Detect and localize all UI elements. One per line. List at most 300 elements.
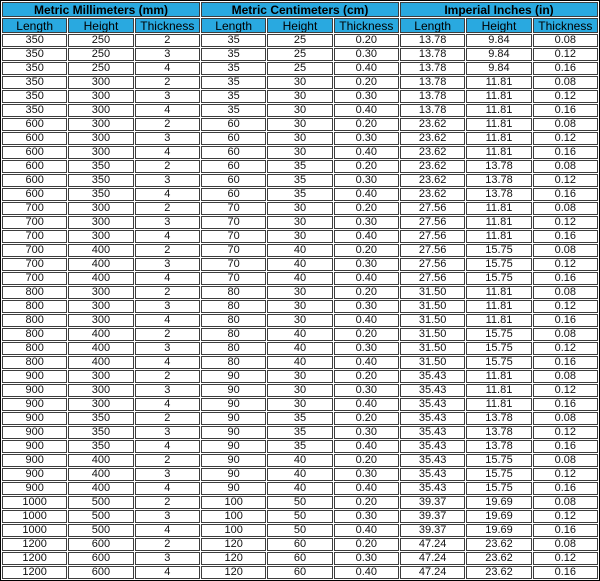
cell-mm-height: 350 <box>68 160 133 173</box>
cell-mm-thickness: 4 <box>135 314 200 327</box>
cell-cm-length: 100 <box>201 510 266 523</box>
cell-in-length: 23.62 <box>400 160 465 173</box>
cell-in-height: 23.62 <box>466 552 531 565</box>
table-row <box>2 104 598 117</box>
table-row <box>2 146 598 159</box>
cell-mm-height: 300 <box>68 202 133 215</box>
cell-in-thickness: 0.08 <box>533 538 598 551</box>
table-row <box>2 468 598 481</box>
cell-mm-height: 400 <box>68 482 133 495</box>
cell-mm-thickness: 4 <box>135 188 200 201</box>
cell-cm-thickness: 0.30 <box>334 90 399 103</box>
cell-in-thickness: 0.12 <box>533 342 598 355</box>
cell-in-length: 13.78 <box>400 34 465 47</box>
cell-in-height: 13.78 <box>466 440 531 453</box>
cell-mm-height: 350 <box>68 426 133 439</box>
table-row <box>2 76 598 89</box>
cell-cm-thickness: 0.40 <box>334 356 399 369</box>
cell-in-length: 35.43 <box>400 426 465 439</box>
cell-mm-height: 600 <box>68 566 133 579</box>
cell-cm-height: 40 <box>267 482 332 495</box>
cell-cm-thickness: 0.40 <box>334 146 399 159</box>
table-row <box>2 440 598 453</box>
cell-in-length: 47.24 <box>400 552 465 565</box>
cell-cm-thickness: 0.40 <box>334 314 399 327</box>
cell-in-length: 31.50 <box>400 328 465 341</box>
cell-mm-length: 350 <box>2 104 67 117</box>
cell-mm-height: 400 <box>68 468 133 481</box>
cell-in-height: 15.75 <box>466 482 531 495</box>
cell-in-thickness: 0.08 <box>533 370 598 383</box>
table-row <box>2 342 598 355</box>
cell-cm-length: 35 <box>201 76 266 89</box>
cell-in-length: 35.43 <box>400 398 465 411</box>
cell-cm-length: 70 <box>201 216 266 229</box>
cell-mm-thickness: 4 <box>135 398 200 411</box>
cell-cm-height: 60 <box>267 566 332 579</box>
table-row <box>2 244 598 257</box>
cell-cm-thickness: 0.30 <box>334 300 399 313</box>
cell-mm-thickness: 4 <box>135 356 200 369</box>
table-row <box>2 118 598 131</box>
cell-mm-length: 350 <box>2 90 67 103</box>
cell-cm-length: 90 <box>201 426 266 439</box>
cell-in-thickness: 0.08 <box>533 496 598 509</box>
cell-cm-height: 30 <box>267 314 332 327</box>
table-row <box>2 384 598 397</box>
cell-in-thickness: 0.12 <box>533 510 598 523</box>
table-row <box>2 370 598 383</box>
cell-in-thickness: 0.08 <box>533 286 598 299</box>
col-header-mm-length: Length <box>2 18 67 33</box>
cell-mm-height: 250 <box>68 34 133 47</box>
col-header-in-thickness: Thickness <box>533 18 598 33</box>
cell-in-length: 31.50 <box>400 356 465 369</box>
cell-cm-height: 30 <box>267 384 332 397</box>
cell-mm-height: 300 <box>68 90 133 103</box>
cell-cm-length: 90 <box>201 468 266 481</box>
cell-mm-height: 300 <box>68 146 133 159</box>
cell-cm-thickness: 0.40 <box>334 524 399 537</box>
cell-mm-height: 400 <box>68 272 133 285</box>
cell-in-thickness: 0.16 <box>533 104 598 117</box>
cell-in-thickness: 0.12 <box>533 174 598 187</box>
cell-mm-length: 700 <box>2 272 67 285</box>
cell-mm-length: 800 <box>2 286 67 299</box>
cell-mm-height: 300 <box>68 398 133 411</box>
table-row <box>2 286 598 299</box>
cell-cm-thickness: 0.20 <box>334 538 399 551</box>
cell-cm-thickness: 0.20 <box>334 328 399 341</box>
cell-cm-thickness: 0.20 <box>334 118 399 131</box>
table-row <box>2 188 598 201</box>
cell-in-thickness: 0.12 <box>533 216 598 229</box>
cell-in-length: 27.56 <box>400 272 465 285</box>
cell-mm-thickness: 2 <box>135 454 200 467</box>
cell-in-length: 31.50 <box>400 286 465 299</box>
cell-in-length: 39.37 <box>400 510 465 523</box>
cell-cm-height: 35 <box>267 174 332 187</box>
cell-in-length: 39.37 <box>400 496 465 509</box>
cell-cm-height: 30 <box>267 216 332 229</box>
cell-in-height: 15.75 <box>466 342 531 355</box>
cell-cm-height: 35 <box>267 188 332 201</box>
cell-mm-height: 400 <box>68 244 133 257</box>
cell-in-length: 35.43 <box>400 454 465 467</box>
cell-mm-thickness: 2 <box>135 328 200 341</box>
cell-mm-length: 350 <box>2 48 67 61</box>
cell-cm-length: 80 <box>201 300 266 313</box>
cell-cm-height: 35 <box>267 426 332 439</box>
cell-in-length: 13.78 <box>400 90 465 103</box>
cell-cm-height: 25 <box>267 48 332 61</box>
cell-cm-height: 40 <box>267 272 332 285</box>
cell-cm-height: 35 <box>267 440 332 453</box>
cell-mm-height: 300 <box>68 76 133 89</box>
cell-mm-height: 300 <box>68 118 133 131</box>
cell-cm-length: 60 <box>201 188 266 201</box>
cell-mm-height: 300 <box>68 300 133 313</box>
cell-in-height: 11.81 <box>466 384 531 397</box>
cell-in-height: 13.78 <box>466 174 531 187</box>
cell-mm-thickness: 3 <box>135 174 200 187</box>
cell-cm-length: 90 <box>201 398 266 411</box>
table-row <box>2 34 598 47</box>
table-row <box>2 174 598 187</box>
cell-mm-length: 700 <box>2 230 67 243</box>
cell-in-height: 11.81 <box>466 230 531 243</box>
cell-in-thickness: 0.12 <box>533 258 598 271</box>
cell-mm-length: 600 <box>2 132 67 145</box>
cell-in-length: 13.78 <box>400 104 465 117</box>
cell-mm-height: 300 <box>68 286 133 299</box>
table-row <box>2 328 598 341</box>
cell-cm-length: 90 <box>201 412 266 425</box>
cell-mm-thickness: 2 <box>135 76 200 89</box>
cell-mm-thickness: 3 <box>135 384 200 397</box>
cell-mm-thickness: 4 <box>135 146 200 159</box>
cell-mm-thickness: 3 <box>135 510 200 523</box>
cell-in-length: 27.56 <box>400 202 465 215</box>
cell-in-height: 13.78 <box>466 188 531 201</box>
cell-in-length: 23.62 <box>400 174 465 187</box>
cell-mm-height: 300 <box>68 370 133 383</box>
table-row <box>2 230 598 243</box>
cell-in-thickness: 0.12 <box>533 468 598 481</box>
cell-mm-height: 300 <box>68 230 133 243</box>
cell-cm-length: 35 <box>201 104 266 117</box>
cell-mm-thickness: 2 <box>135 34 200 47</box>
cell-mm-thickness: 3 <box>135 132 200 145</box>
cell-cm-length: 80 <box>201 342 266 355</box>
table-row <box>2 216 598 229</box>
cell-in-height: 11.81 <box>466 370 531 383</box>
cell-mm-thickness: 4 <box>135 524 200 537</box>
cell-in-thickness: 0.16 <box>533 566 598 579</box>
cell-in-length: 23.62 <box>400 146 465 159</box>
cell-in-height: 9.84 <box>466 48 531 61</box>
cell-in-thickness: 0.08 <box>533 412 598 425</box>
cell-in-length: 13.78 <box>400 76 465 89</box>
cell-cm-height: 40 <box>267 244 332 257</box>
cell-cm-thickness: 0.20 <box>334 160 399 173</box>
col-header-cm-height: Height <box>267 18 332 33</box>
table-row <box>2 314 598 327</box>
cell-mm-length: 1000 <box>2 496 67 509</box>
cell-cm-length: 120 <box>201 552 266 565</box>
cell-in-height: 13.78 <box>466 426 531 439</box>
table-row <box>2 62 598 75</box>
cell-in-thickness: 0.16 <box>533 62 598 75</box>
cell-mm-height: 350 <box>68 174 133 187</box>
cell-cm-length: 60 <box>201 174 266 187</box>
cell-cm-height: 60 <box>267 538 332 551</box>
cell-mm-length: 350 <box>2 34 67 47</box>
cell-cm-thickness: 0.20 <box>334 202 399 215</box>
cell-cm-height: 30 <box>267 202 332 215</box>
cell-in-thickness: 0.08 <box>533 454 598 467</box>
cell-cm-height: 30 <box>267 286 332 299</box>
cell-in-length: 31.50 <box>400 342 465 355</box>
table-row <box>2 454 598 467</box>
cell-in-thickness: 0.12 <box>533 48 598 61</box>
cell-mm-thickness: 3 <box>135 468 200 481</box>
cell-in-thickness: 0.16 <box>533 272 598 285</box>
col-header-cm-thickness: Thickness <box>334 18 399 33</box>
cell-cm-thickness: 0.20 <box>334 34 399 47</box>
cell-mm-length: 1200 <box>2 566 67 579</box>
cell-cm-length: 80 <box>201 286 266 299</box>
cell-cm-thickness: 0.30 <box>334 216 399 229</box>
cell-cm-length: 70 <box>201 244 266 257</box>
cell-cm-thickness: 0.30 <box>334 48 399 61</box>
cell-cm-length: 35 <box>201 34 266 47</box>
cell-in-length: 35.43 <box>400 412 465 425</box>
cell-in-length: 23.62 <box>400 132 465 145</box>
cell-mm-thickness: 4 <box>135 440 200 453</box>
cell-in-height: 15.75 <box>466 468 531 481</box>
cell-mm-length: 700 <box>2 258 67 271</box>
cell-mm-thickness: 4 <box>135 566 200 579</box>
table-row <box>2 510 598 523</box>
cell-cm-thickness: 0.30 <box>334 342 399 355</box>
cell-cm-length: 100 <box>201 524 266 537</box>
group-header-in: Imperial Inches (in) <box>400 2 598 17</box>
cell-mm-thickness: 4 <box>135 62 200 75</box>
cell-in-height: 15.75 <box>466 356 531 369</box>
cell-mm-length: 900 <box>2 454 67 467</box>
cell-mm-length: 800 <box>2 300 67 313</box>
cell-cm-height: 50 <box>267 496 332 509</box>
cell-cm-thickness: 0.40 <box>334 62 399 75</box>
cell-in-height: 11.81 <box>466 118 531 131</box>
cell-mm-thickness: 2 <box>135 244 200 257</box>
cell-cm-height: 30 <box>267 146 332 159</box>
cell-cm-length: 80 <box>201 328 266 341</box>
cell-mm-length: 900 <box>2 468 67 481</box>
cell-in-thickness: 0.16 <box>533 356 598 369</box>
cell-cm-thickness: 0.20 <box>334 454 399 467</box>
table-row <box>2 202 598 215</box>
cell-in-height: 11.81 <box>466 76 531 89</box>
cell-mm-height: 400 <box>68 342 133 355</box>
table-row <box>2 412 598 425</box>
table-row <box>2 496 598 509</box>
cell-in-length: 31.50 <box>400 300 465 313</box>
cell-in-thickness: 0.12 <box>533 426 598 439</box>
group-header-mm: Metric Millimeters (mm) <box>2 2 200 17</box>
cell-cm-height: 25 <box>267 62 332 75</box>
cell-cm-length: 70 <box>201 202 266 215</box>
cell-cm-length: 60 <box>201 132 266 145</box>
cell-mm-length: 900 <box>2 440 67 453</box>
cell-cm-height: 30 <box>267 300 332 313</box>
cell-in-height: 11.81 <box>466 398 531 411</box>
cell-in-thickness: 0.08 <box>533 160 598 173</box>
cell-cm-length: 80 <box>201 356 266 369</box>
cell-in-length: 13.78 <box>400 48 465 61</box>
cell-in-length: 35.43 <box>400 468 465 481</box>
cell-in-length: 35.43 <box>400 440 465 453</box>
cell-mm-height: 500 <box>68 496 133 509</box>
cell-mm-height: 500 <box>68 524 133 537</box>
table-row <box>2 48 598 61</box>
cell-in-thickness: 0.16 <box>533 146 598 159</box>
table-row <box>2 398 598 411</box>
cell-in-length: 23.62 <box>400 188 465 201</box>
cell-mm-thickness: 3 <box>135 426 200 439</box>
cell-mm-length: 1200 <box>2 552 67 565</box>
cell-mm-height: 250 <box>68 62 133 75</box>
cell-cm-length: 60 <box>201 118 266 131</box>
cell-mm-height: 350 <box>68 188 133 201</box>
cell-in-thickness: 0.16 <box>533 188 598 201</box>
cell-in-length: 39.37 <box>400 524 465 537</box>
cell-in-thickness: 0.08 <box>533 328 598 341</box>
cell-cm-length: 100 <box>201 496 266 509</box>
cell-cm-thickness: 0.40 <box>334 272 399 285</box>
table-body <box>2 34 598 579</box>
cell-mm-thickness: 4 <box>135 230 200 243</box>
cell-cm-height: 50 <box>267 510 332 523</box>
cell-in-thickness: 0.16 <box>533 398 598 411</box>
cell-cm-length: 90 <box>201 440 266 453</box>
table-row <box>2 160 598 173</box>
cell-in-length: 35.43 <box>400 482 465 495</box>
cell-in-height: 11.81 <box>466 314 531 327</box>
cell-mm-height: 600 <box>68 538 133 551</box>
cell-mm-length: 900 <box>2 412 67 425</box>
cell-in-length: 47.24 <box>400 566 465 579</box>
cell-mm-height: 300 <box>68 314 133 327</box>
cell-mm-thickness: 2 <box>135 496 200 509</box>
cell-cm-thickness: 0.40 <box>334 230 399 243</box>
cell-cm-length: 60 <box>201 160 266 173</box>
cell-mm-thickness: 2 <box>135 286 200 299</box>
table-row <box>2 524 598 537</box>
cell-in-thickness: 0.08 <box>533 118 598 131</box>
cell-cm-thickness: 0.20 <box>334 496 399 509</box>
cell-mm-length: 900 <box>2 426 67 439</box>
cell-cm-thickness: 0.20 <box>334 286 399 299</box>
cell-in-thickness: 0.08 <box>533 76 598 89</box>
cell-in-thickness: 0.12 <box>533 552 598 565</box>
cell-in-length: 27.56 <box>400 216 465 229</box>
cell-in-thickness: 0.16 <box>533 440 598 453</box>
cell-cm-thickness: 0.20 <box>334 370 399 383</box>
cell-mm-length: 800 <box>2 342 67 355</box>
col-header-cm-length: Length <box>201 18 266 33</box>
cell-mm-length: 600 <box>2 118 67 131</box>
cell-cm-thickness: 0.30 <box>334 174 399 187</box>
cell-cm-length: 70 <box>201 272 266 285</box>
cell-mm-length: 350 <box>2 76 67 89</box>
cell-mm-height: 500 <box>68 510 133 523</box>
cell-in-height: 13.78 <box>466 160 531 173</box>
cell-in-height: 15.75 <box>466 328 531 341</box>
col-header-in-length: Length <box>400 18 465 33</box>
cell-cm-length: 35 <box>201 90 266 103</box>
table-row <box>2 482 598 495</box>
cell-in-length: 23.62 <box>400 118 465 131</box>
cell-cm-height: 50 <box>267 524 332 537</box>
cell-mm-thickness: 2 <box>135 538 200 551</box>
cell-cm-height: 40 <box>267 328 332 341</box>
cell-in-length: 27.56 <box>400 244 465 257</box>
cell-cm-height: 30 <box>267 118 332 131</box>
cell-in-length: 27.56 <box>400 230 465 243</box>
table-row <box>2 356 598 369</box>
cell-mm-thickness: 2 <box>135 202 200 215</box>
cell-mm-height: 350 <box>68 412 133 425</box>
cell-in-height: 15.75 <box>466 258 531 271</box>
cell-cm-thickness: 0.40 <box>334 566 399 579</box>
cell-mm-thickness: 3 <box>135 90 200 103</box>
cell-cm-length: 80 <box>201 314 266 327</box>
cell-cm-thickness: 0.20 <box>334 244 399 257</box>
cell-mm-height: 400 <box>68 356 133 369</box>
cell-cm-thickness: 0.30 <box>334 510 399 523</box>
cell-mm-length: 1000 <box>2 524 67 537</box>
cell-mm-thickness: 3 <box>135 216 200 229</box>
cell-mm-thickness: 3 <box>135 342 200 355</box>
cell-mm-length: 700 <box>2 244 67 257</box>
cell-in-length: 13.78 <box>400 62 465 75</box>
cell-mm-length: 900 <box>2 398 67 411</box>
cell-in-thickness: 0.08 <box>533 202 598 215</box>
cell-mm-length: 350 <box>2 62 67 75</box>
cell-cm-height: 35 <box>267 160 332 173</box>
cell-in-length: 35.43 <box>400 370 465 383</box>
cell-cm-height: 30 <box>267 230 332 243</box>
cell-cm-length: 60 <box>201 146 266 159</box>
cell-cm-thickness: 0.40 <box>334 482 399 495</box>
cell-mm-thickness: 2 <box>135 160 200 173</box>
table-row <box>2 90 598 103</box>
cell-mm-length: 700 <box>2 216 67 229</box>
cell-cm-length: 120 <box>201 566 266 579</box>
cell-mm-height: 300 <box>68 104 133 117</box>
col-header-mm-thickness: Thickness <box>135 18 200 33</box>
cell-cm-height: 30 <box>267 76 332 89</box>
cell-in-thickness: 0.12 <box>533 300 598 313</box>
cell-cm-height: 30 <box>267 370 332 383</box>
cell-cm-length: 70 <box>201 230 266 243</box>
cell-mm-height: 300 <box>68 384 133 397</box>
cell-mm-length: 600 <box>2 146 67 159</box>
cell-in-thickness: 0.12 <box>533 90 598 103</box>
cell-in-height: 19.69 <box>466 496 531 509</box>
